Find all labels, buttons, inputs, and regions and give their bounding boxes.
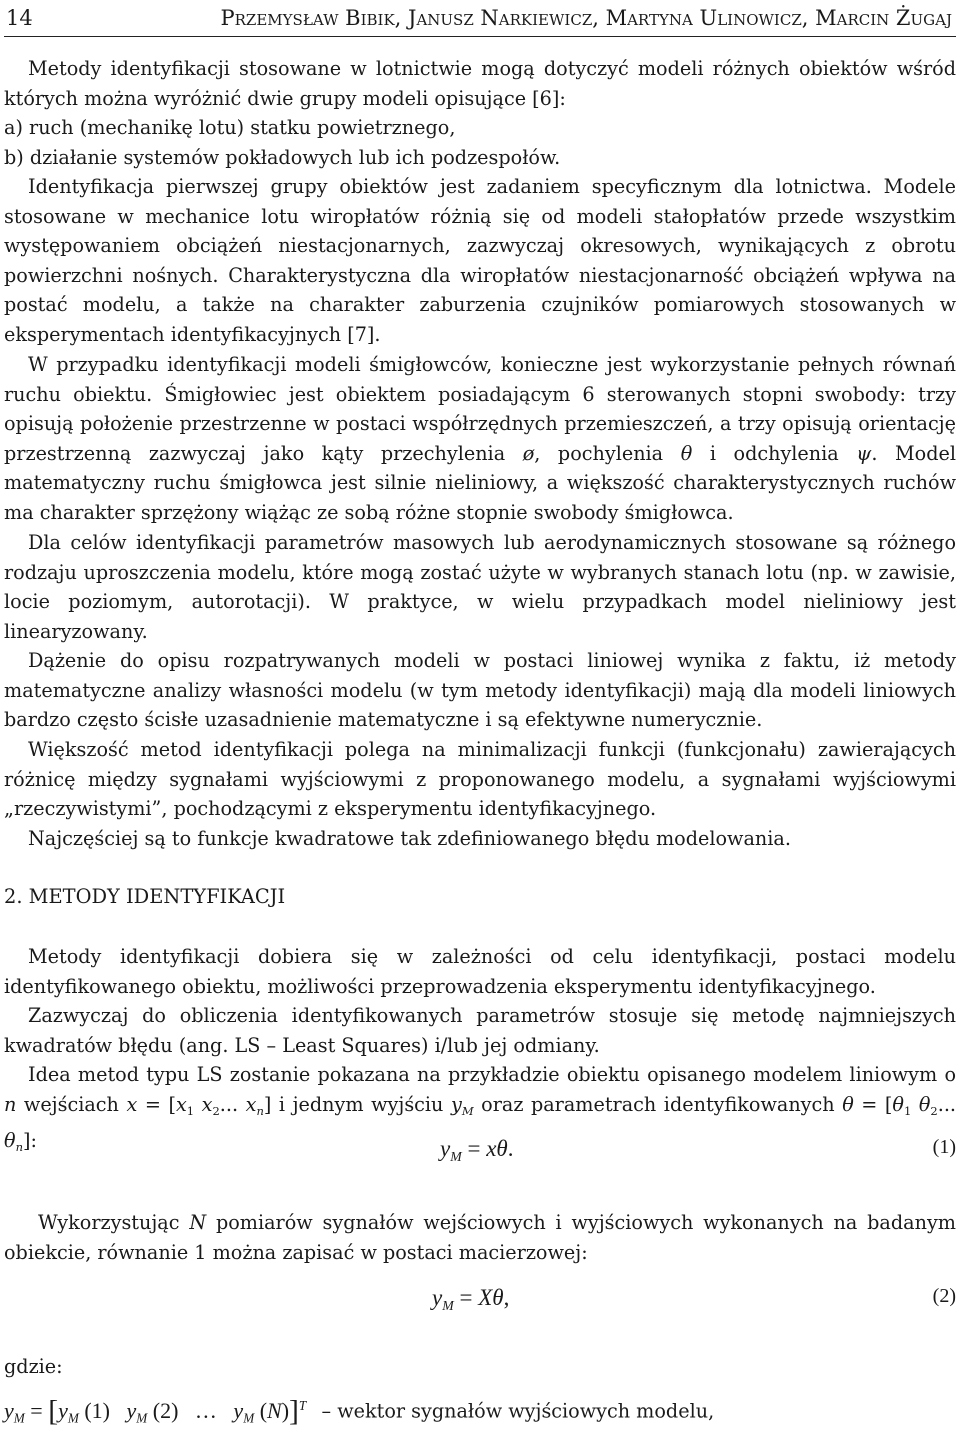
definition-ym <box>4 1395 956 1428</box>
ls-idea-params: oraz parametrach identyfikowanych <box>481 1092 835 1116</box>
ls-idea-text: Idea metod typu LS zostanie pokazana na przykładzie obiektu opisanego modelem liniowym o <box>28 1063 956 1086</box>
running-header <box>4 2 956 32</box>
helicopter-text-2: , pochylenia <box>534 441 664 465</box>
header-rule <box>4 36 956 37</box>
equation-2-number: (2) <box>932 1285 956 1307</box>
ls-idea-output: i jednym wyjściu <box>278 1092 444 1116</box>
equation-2 <box>4 1285 956 1319</box>
symbol-phi: ø <box>522 441 535 465</box>
symbol-n: n <box>4 1092 17 1116</box>
paragraph-least-squares: Zazwyczaj do obliczenia identyfikowanych parametrów stosuje się metodę najmniejszych kwadratów błędu (ang. LS – Least Squares) i/lub jej odmiany. <box>4 1004 956 1057</box>
paragraph-linear-models: Dążenie do opisu rozpatrywanych modeli w postaci liniowej wynika z faktu, iż metody matematyczne analizy własności modelu (w tym metody identyfikacji) mają dla modeli liniowych bardzo często ścisłe uzasadnienie matematyczne i są efektywne numerycznie. <box>4 649 956 732</box>
paragraph-rotorcraft: Identyfikacja pierwszej grupy obiektów jest zadaniem specyficznym dla lotnictwa. Modele stosowane w mechanice lotu wiropłatów różnią się od modeli stałopłatów przede wszystkim występowaniem obciążeń niestacjonarnych, zazwyczaj okresowych, wynikających z obrotu powierzchni nośnych. Charakterystyczna dla wiropłatów niestacjonarność obciążeń wpływa na postać modelu, a także na charakter zaburzenia czujników pomiarowych stosowanych w eksperymentach identyfikacyjnych [7]. <box>4 175 956 346</box>
definition-ym-text: – wektor sygnałów wyjściowych modelu, <box>321 1399 715 1423</box>
symbol-N: N <box>189 1211 207 1234</box>
paragraph-matrix-form <box>4 1208 956 1267</box>
equation-1-expression: $y_M = x\theta$. <box>440 1136 514 1164</box>
equation-1-number: (1) <box>932 1136 956 1158</box>
symbol-psi: ψ <box>856 441 872 465</box>
intro-paragraph: Metody identyfikacji stosowane w lotnictwie mogą dotyczyć modeli różnych obiektów wśród których można wyróżnić dwie grupy modeli opisujące [6]: <box>4 57 956 110</box>
definition-ym-expression: $y_M = [y_M$ (1) $y_M$ (2) … $y_M$ (N)]$^T$ <box>4 1395 307 1427</box>
section-heading: 2. METODY IDENTYFIKACJI <box>4 885 286 908</box>
paragraph-ls-idea: Idea metod typu LS zostanie pokazana na przykładzie obiektu opisanego modelem liniowym o n wejściach $x = [x_1$ $x_2$... $x_n$] i jednym wyjściu $y_M$ oraz parametrach identyfikowanych $\theta = [\theta_1$ $\theta_2$... $\theta_n$]: <box>4 1063 957 1155</box>
symbol-theta: θ <box>680 441 693 465</box>
paragraph-minimization: Większość metod identyfikacji polega na minimalizacji funkcji (funkcjonału) zawierających różnicę między sygnałami wyjściowymi z proponowanego modelu, a sygnałami wyjściowymi „rzeczywistymi”, pochodzącymi z eksperymentu identyfikacyjnego. <box>4 738 956 821</box>
header-authors: Przemysław Bibik, Janusz Narkiewicz, Martyna Ulinowicz, Marcin Żugaj <box>220 6 952 30</box>
where-label: gdzie: <box>4 1355 63 1378</box>
paragraph-quadratic: Najczęściej są to funkcje kwadratowe tak zdefiniowanego błędu modelowania. <box>28 827 791 850</box>
paragraph-helicopter <box>4 350 956 528</box>
paragraph-method-choice: Metody identyfikacji dobiera się w zależności od celu identyfikacji, postaci modelu identyfikowanego obiektu, możliwości przeprowadzenia eksperymentu identyfikacyjnego. <box>4 945 956 998</box>
paragraph-simplifications: Dla celów identyfikacji parametrów masowych lub aerodynamicznych stosowane są różnego rodzaju uproszczenia modelu, które mogą zostać użyte w wybranych stanach lotu (np. w zawisie, locie poziomym, autorotacji). W praktyce, w wielu przypadkach model nieliniowy jest linearyzowany. <box>4 531 956 643</box>
list-item-b: b) działanie systemów pokładowych lub ich podzespołów. <box>4 146 561 169</box>
list-item-a: a) ruch (mechanikę lotu) statku powietrznego, <box>4 116 456 139</box>
equation-2-expression: $y_M = X\theta$, <box>432 1285 510 1313</box>
page-number: 14 <box>6 6 33 30</box>
helicopter-text-4: . Model matematyczny ruchu śmigłowca jest silnie nieliniowy, a większość charakterystycznych ruchów ma charakter sprzężony wiążąc ze sobą różne stopnie swobody śmigłowca. <box>4 441 956 524</box>
matrix-form-text-1: Wykorzystując <box>38 1211 180 1234</box>
matrix-form-text-2: pomiarów sygnałów wejściowych i wyjściowych wykonanych na badanym obiekcie, równanie 1 można zapisać w postaci macierzowej: <box>4 1211 956 1264</box>
equation-1 <box>4 1136 956 1170</box>
helicopter-text-3: i odchylenia <box>709 441 839 465</box>
ls-idea-inputs: wejściach <box>23 1092 119 1116</box>
helicopter-text-1: W przypadku identyfikacji modeli śmigłowców, konieczne jest wykorzystanie pełnych równań ruchu obiektu. Śmigłowiec jest obiektem posiadającym 6 sterowanych stopni swobody: trzy opisują położenie przestrzenne w postaci współrzędnych przemieszczeń, a trzy opisują orientację przestrzenną zazwyczaj jako kąty przechylenia <box>4 353 956 465</box>
